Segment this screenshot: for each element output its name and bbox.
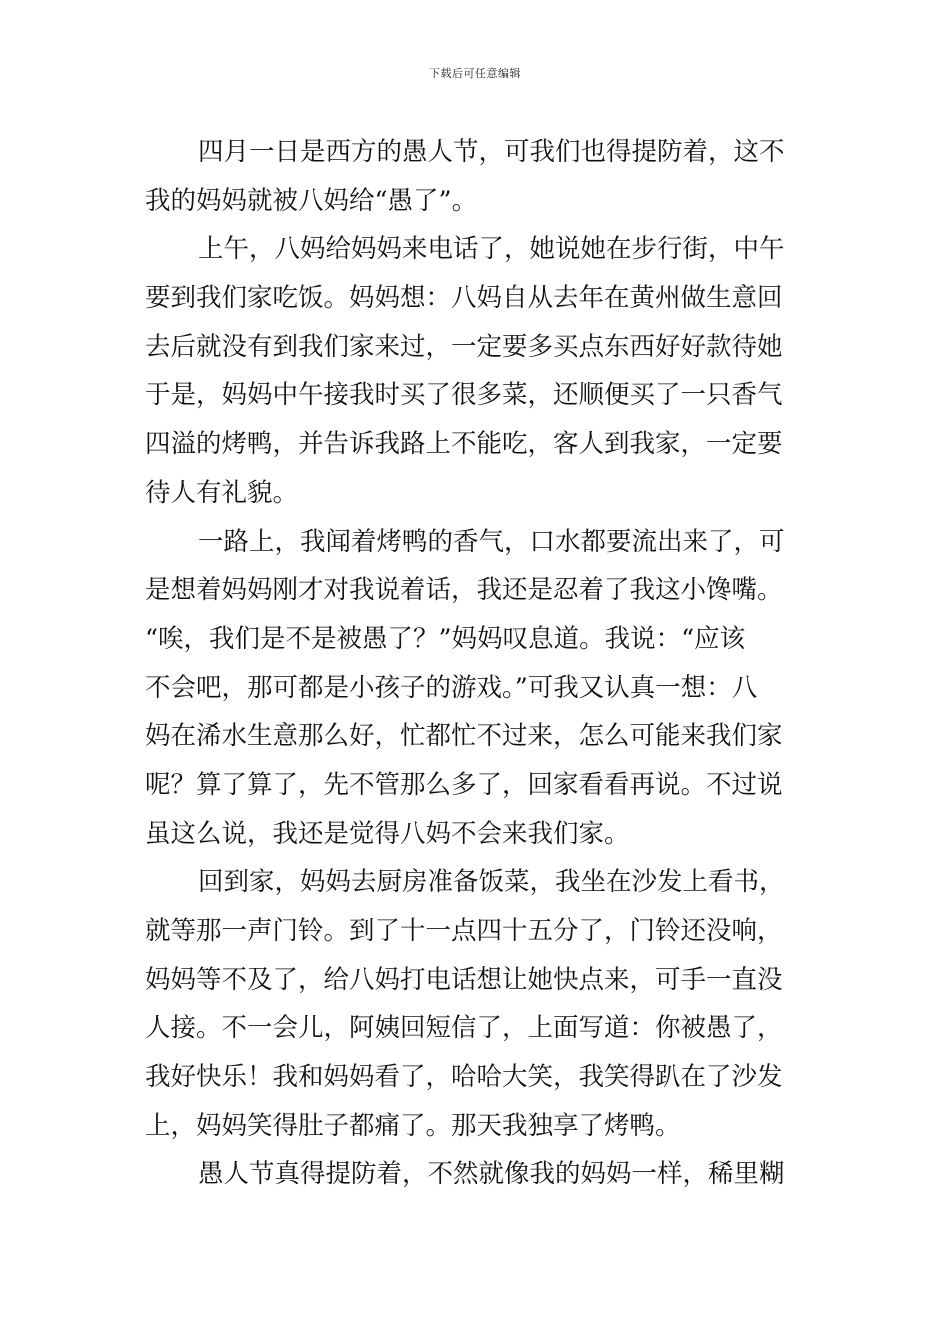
text-line: 不会吧，那可都是小孩子的游戏。”可我又认真一想：八	[145, 672, 758, 703]
text-line: 四溢的烤鸭，并告诉我路上不能吃，客人到我家，一定要	[145, 429, 783, 460]
text-line: 要到我们家吃饭。妈妈想：八妈自从去年在黄州做生意回	[145, 283, 783, 314]
text-line: 就等那一声门铃。到了十一点四十五分了，门铃还没响，	[145, 916, 783, 946]
paragraph-first-line: 四月一日是西方的愚人节，可我们也得提防着，这不	[198, 137, 785, 167]
text-line: 上，妈妈笑得肚子都痛了。那天我独享了烤鸭。	[145, 1110, 681, 1141]
paragraph-first-line: 回到家，妈妈去厨房准备饭菜，我坐在沙发上看书，	[198, 867, 785, 898]
text-line: 妈妈等不及了，给八妈打电话想让她快点来，可手一直没	[145, 964, 783, 995]
text-line: 我好快乐！我和妈妈看了，哈哈大笑，我笑得趴在了沙发	[145, 1062, 783, 1093]
text-line: 待人有礼貌。	[145, 477, 299, 508]
text-line: 妈在浠水生意那么好，忙都忙不过来，怎么可能来我们家	[145, 721, 783, 752]
paragraph-first-line: 愚人节真得提防着，不然就像我的妈妈一样，稀里糊	[198, 1159, 785, 1190]
paragraph-first-line: 上午，八妈给妈妈来电话了，她说她在步行街，中午	[198, 234, 785, 265]
header-note: 下载后可任意编辑	[429, 67, 521, 80]
text-line: 是想着妈妈刚才对我说着话，我还是忍着了我这小馋嘴。	[145, 575, 783, 606]
text-line: 于是，妈妈中午接我时买了很多菜，还顺便买了一只香气	[145, 380, 783, 411]
body-text	[145, 128, 807, 1199]
text-line: 虽这么说，我还是觉得八妈不会来我们家。	[145, 818, 630, 849]
text-line: 我的妈妈就被八妈给“愚了”。	[145, 185, 478, 216]
text-line: “唉，我们是不是被愚了？”妈妈叹息道。我说：“应该	[145, 623, 746, 654]
text-line: 去后就没有到我们家来过，一定要多买点东西好好款待她	[145, 331, 783, 362]
paragraph-first-line: 一路上，我闻着烤鸭的香气，口水都要流出来了，可	[198, 526, 785, 557]
text-line: 呢？算了算了，先不管那么多了，回家看看再说。不过说	[145, 769, 783, 800]
text-line: 人接。不一会儿，阿姨回短信了，上面写道：你被愚了，	[145, 1013, 783, 1044]
